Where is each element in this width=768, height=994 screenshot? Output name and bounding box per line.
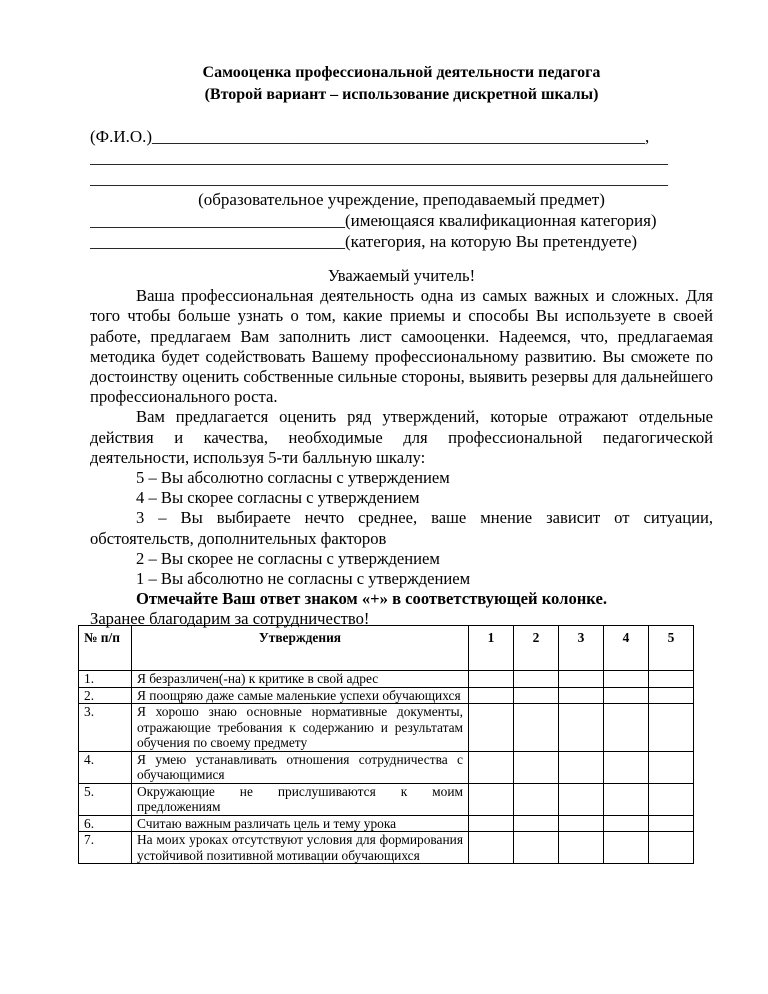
table-row (79, 832, 694, 864)
score-cell-2[interactable] (514, 815, 559, 832)
score-cell-1[interactable] (469, 687, 514, 704)
scale-item-4: 4 – Вы скорее согласны с утверждением (136, 488, 420, 508)
target-category-field[interactable]: ______________________________(категория, на которую Вы претендуете) (90, 232, 638, 251)
score-cell-5[interactable] (649, 815, 694, 832)
table-row (79, 687, 694, 704)
score-cell-2[interactable] (514, 671, 559, 688)
row-number: 1. (79, 671, 132, 688)
scale-item-2: 2 – Вы скорее не согласны с утверждением (136, 548, 440, 568)
score-cell-1[interactable] (469, 815, 514, 832)
score-cell-1[interactable] (469, 783, 514, 815)
header-score-5: 5 (649, 626, 694, 671)
self-assessment-table (78, 625, 694, 864)
blank-line-2[interactable]: ____________________________________________________________________ (90, 169, 668, 188)
score-cell-4[interactable] (604, 815, 649, 832)
score-cell-5[interactable] (649, 751, 694, 783)
score-cell-1[interactable] (469, 751, 514, 783)
row-number: 5. (79, 783, 132, 815)
row-statement: Считаю важным различать цель и тему урока (132, 815, 469, 832)
score-cell-5[interactable] (649, 832, 694, 864)
table-row (79, 704, 694, 752)
instructions-paragraph: Вам предлагается оценить ряд утверждений, которые отражают отдельные действия и качества, необходимые для профессиональной педагогической деятельности, используя 5-ти балльную шкалу: (90, 407, 713, 467)
scale-item-3: 3 – Вы выбираете нечто среднее, ваше мнение зависит от ситуации, обстоятельств, дополнительных факторов (90, 508, 713, 548)
score-cell-4[interactable] (604, 832, 649, 864)
score-cell-1[interactable] (469, 671, 514, 688)
answer-instruction: Отмечайте Ваш ответ знаком «+» в соответствующей колонке. (136, 589, 607, 609)
row-statement: Я умею устанавливать отношения сотрудничества с обучающимися (132, 751, 469, 783)
row-statement: Окружающие не прислушиваются к моим предложениям (132, 783, 469, 815)
table-row (79, 783, 694, 815)
header-number: № п/п (79, 626, 132, 671)
score-cell-5[interactable] (649, 671, 694, 688)
row-number: 6. (79, 815, 132, 832)
score-cell-2[interactable] (514, 687, 559, 704)
blank-line-1[interactable]: ____________________________________________________________________ (90, 148, 668, 167)
score-cell-5[interactable] (649, 687, 694, 704)
title-line-1: Самооценка профессиональной деятельности педагога (202, 64, 601, 81)
document-title (90, 62, 713, 106)
score-cell-5[interactable] (649, 704, 694, 752)
score-cell-3[interactable] (559, 783, 604, 815)
score-cell-3[interactable] (559, 815, 604, 832)
score-cell-4[interactable] (604, 704, 649, 752)
header-score-3: 3 (559, 626, 604, 671)
greeting: Уважаемый учитель! (327, 266, 476, 285)
score-cell-1[interactable] (469, 704, 514, 752)
row-number: 2. (79, 687, 132, 704)
row-statement: Я безразличен(-на) к критике в свой адрес (132, 671, 469, 688)
table-row (79, 671, 694, 688)
score-cell-1[interactable] (469, 832, 514, 864)
intro-paragraph: Ваша профессиональная деятельность одна из самых важных и сложных. Для того чтобы больше узнать о том, какие приемы и способы Вы используете в своей работе, предлагаем Вам заполнить лист самооценки. Надеемся, что, предлагаемая методика будет содействовать Вашему профессиональному развитию. Вы сможете по достоинству оценить собственные сильные стороны, выявить резервы для дальнейшего профессионального роста. (90, 286, 713, 407)
score-cell-2[interactable] (514, 751, 559, 783)
table-row (79, 815, 694, 832)
row-statement: Я хорошо знаю основные нормативные документы, отражающие требования к содержанию и результатам обучения по своему предмету (132, 704, 469, 752)
row-number: 7. (79, 832, 132, 864)
fio-field[interactable]: (Ф.И.О.)__________________________________________________________, (90, 127, 650, 146)
score-cell-4[interactable] (604, 783, 649, 815)
score-cell-2[interactable] (514, 832, 559, 864)
score-cell-3[interactable] (559, 751, 604, 783)
scale-item-1: 1 – Вы абсолютно не согласны с утверждением (136, 569, 471, 589)
score-cell-4[interactable] (604, 671, 649, 688)
score-cell-3[interactable] (559, 704, 604, 752)
header-score-1: 1 (469, 626, 514, 671)
row-number: 3. (79, 704, 132, 752)
table-row (79, 751, 694, 783)
document-page (90, 62, 713, 630)
score-cell-5[interactable] (649, 783, 694, 815)
score-cell-2[interactable] (514, 783, 559, 815)
row-statement: На моих уроках отсутствуют условия для формирования устойчивой позитивной мотивации обучающихся (132, 832, 469, 864)
thanks-line: Заранее благодарим за сотрудничество! (90, 609, 370, 629)
score-cell-4[interactable] (604, 687, 649, 704)
row-statement: Я поощряю даже самые маленькие успехи обучающихся (132, 687, 469, 704)
header-statement: Утверждения (132, 626, 469, 671)
qualification-field[interactable]: ______________________________(имеющаяся квалификационная категория) (90, 211, 657, 230)
score-cell-3[interactable] (559, 832, 604, 864)
scale-item-5: 5 – Вы абсолютно согласны с утверждением (136, 468, 450, 488)
header-score-2: 2 (514, 626, 559, 671)
title-line-2: (Второй вариант – использование дискретной шкалы) (204, 86, 599, 103)
score-cell-2[interactable] (514, 704, 559, 752)
header-score-4: 4 (604, 626, 649, 671)
score-cell-4[interactable] (604, 751, 649, 783)
institution-label: (образовательное учреждение, преподаваемый предмет) (198, 190, 605, 209)
table-header-row (79, 626, 694, 671)
score-cell-3[interactable] (559, 687, 604, 704)
score-cell-3[interactable] (559, 671, 604, 688)
row-number: 4. (79, 751, 132, 783)
